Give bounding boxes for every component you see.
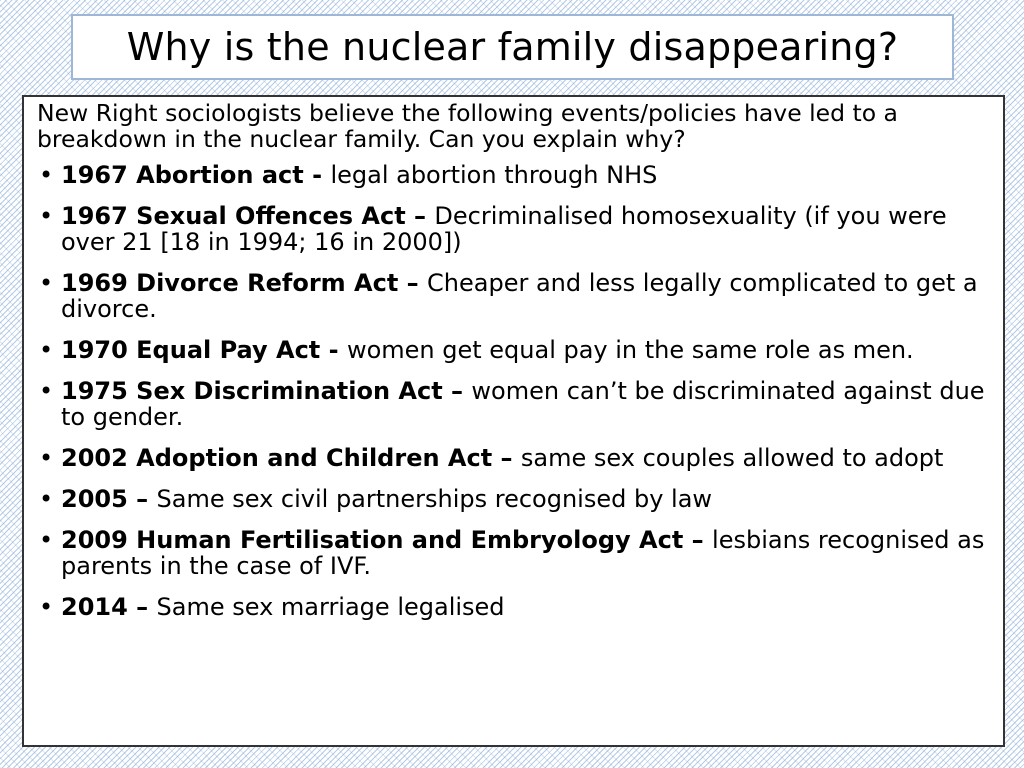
event-name: 2009 Human Fertilisation and Embryology Act [61, 526, 684, 554]
event-name: 1975 Sex Discrimination Act [61, 377, 443, 405]
event-description: Same sex civil partnerships recognised by law [156, 485, 713, 513]
list-item [37, 486, 989, 512]
event-description: legal abortion through NHS [330, 161, 658, 189]
event-name: 1969 Divorce Reform Act [61, 269, 399, 297]
list-item [37, 445, 989, 471]
event-description: lesbians recognised as parents in the case of IVF. [61, 526, 985, 580]
event-name: 2014 [61, 593, 128, 621]
event-name: 2002 Adoption and Children Act [61, 444, 493, 472]
list-item [37, 203, 989, 255]
slide-title: Why is the nuclear family disappearing? [126, 25, 899, 69]
list-item [37, 337, 989, 363]
event-separator: – [127, 485, 157, 513]
bullet-icon: • [39, 202, 54, 230]
event-separator: – [683, 526, 713, 554]
bullet-icon: • [39, 336, 54, 364]
event-description: Cheaper and less legally complicated to get a divorce. [61, 269, 978, 323]
list-item [37, 378, 989, 430]
event-separator: – [442, 377, 472, 405]
title-box [71, 14, 954, 80]
bullet-icon: • [39, 269, 54, 297]
bullet-icon: • [39, 593, 54, 621]
event-separator: – [127, 593, 157, 621]
event-description: same sex couples allowed to adopt [520, 444, 944, 472]
content-box [22, 95, 1005, 747]
bullet-icon: • [39, 526, 54, 554]
event-separator: – [492, 444, 521, 472]
list-item [37, 527, 989, 579]
event-separator: - [320, 336, 347, 364]
bullet-icon: • [39, 161, 54, 189]
events-list [37, 162, 989, 620]
event-description: Same sex marriage legalised [156, 593, 505, 621]
event-separator: – [398, 269, 428, 297]
list-item [37, 162, 989, 188]
list-item [37, 594, 989, 620]
event-separator: – [405, 202, 435, 230]
event-name: 1967 Abortion act [61, 161, 304, 189]
bullet-icon: • [39, 377, 54, 405]
event-name: 2005 [61, 485, 128, 513]
bullet-icon: • [39, 444, 54, 472]
event-name: 1967 Sexual Offences Act [61, 202, 406, 230]
bullet-icon: • [39, 485, 54, 513]
event-description: Decriminalised homosexuality (if you were over 21 [18 in 1994; 16 in 2000]) [61, 202, 947, 256]
event-description: women can’t be discriminated against due to gender. [61, 377, 985, 431]
list-item [37, 270, 989, 322]
intro-text: New Right sociologists believe the following events/policies have led to a breakdown in the nuclear family. Can you explain why? [37, 99, 898, 153]
event-description: women get equal pay in the same role as men. [346, 336, 914, 364]
event-separator: - [303, 161, 331, 189]
event-name: 1970 Equal Pay Act [61, 336, 321, 364]
